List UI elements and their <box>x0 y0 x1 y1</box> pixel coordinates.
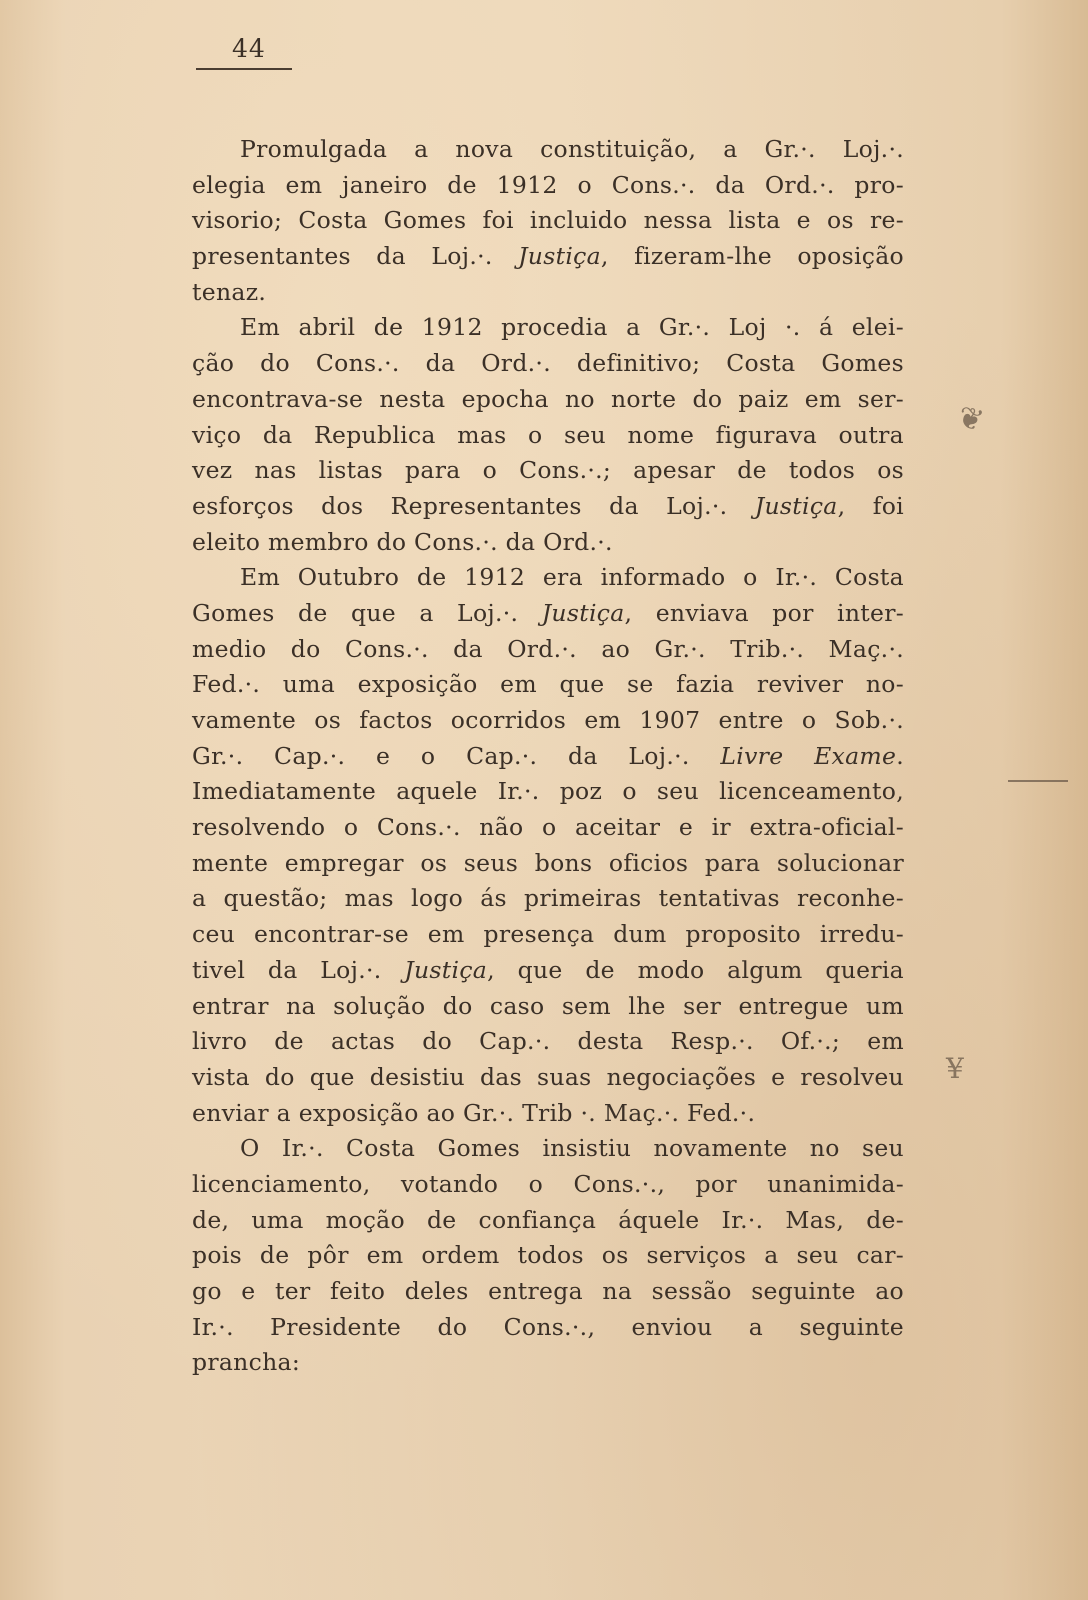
text-line-segment: prancha: <box>192 1348 301 1377</box>
text-line-segment: Gr.·. Cap.·. e o Cap.·. da Loj.·. <box>192 741 721 770</box>
text-line <box>192 1274 904 1310</box>
text-line <box>192 774 904 810</box>
text-line-segment: Em abril de 1912 procedia a Gr.·. Loj ·. á elei- <box>240 313 904 342</box>
text-line <box>192 525 904 561</box>
text-line <box>192 275 904 311</box>
text-line-segment: entrar na solução do caso sem lhe ser entregue um <box>192 991 904 1020</box>
text-line <box>192 810 904 846</box>
text-line <box>192 560 904 596</box>
text-line-segment: elegia em janeiro de 1912 o Cons.·. da Ord.·. pro- <box>192 170 904 199</box>
text-line-segment: presentantes da Loj.·. <box>192 242 519 271</box>
text-line-segment: a questão; mas logo ás primeiras tentativas reconhe- <box>192 884 904 913</box>
text-line <box>192 203 904 239</box>
text-line-segment: Promulgada a nova constituição, a Gr.·. Loj.·. <box>240 135 904 163</box>
text-line-segment: livro de actas do Cap.·. desta Resp.·. Of.·.; em <box>192 1027 904 1056</box>
page-number: 44 <box>232 34 266 63</box>
text-line <box>192 1131 904 1167</box>
text-line-segment: go e ter feito deles entrega na sessão seguinte ao <box>192 1277 904 1305</box>
text-line-segment: de, uma moção de confiança áquele Ir.·. Mas, de- <box>192 1205 904 1234</box>
margin-mark-3: ¥ <box>946 1052 964 1085</box>
text-line <box>192 739 904 775</box>
text-line-segment: ceu encontrar-se em presença dum proposito irredu- <box>192 920 904 949</box>
text-line <box>192 132 904 168</box>
text-line <box>192 881 904 917</box>
text-line <box>192 703 904 739</box>
text-line-segment: viço da Republica mas o seu nome figurava outra <box>192 420 904 449</box>
text-line <box>192 917 904 953</box>
text-line-segment: , que de modo algum queria <box>487 955 904 984</box>
text-line-segment: vez nas listas para o Cons.·.; apesar de todos os <box>192 456 904 485</box>
text-line-segment: . <box>896 741 904 770</box>
text-line <box>192 453 904 489</box>
text-line <box>192 1024 904 1060</box>
text-line-segment: , foi <box>837 491 904 520</box>
text-line-segment: encontrava-se nesta epocha no norte do paiz em ser- <box>192 384 904 413</box>
text-line <box>192 346 904 382</box>
body-text <box>192 132 904 1381</box>
text-line-segment: vamente os factos ocorridos em 1907 entre o Sob.·. <box>192 706 904 734</box>
italic-lodge-name: Justiça <box>518 242 601 271</box>
italic-lodge-name: Livre Exame <box>720 741 897 770</box>
text-line-segment: tivel da Loj.·. <box>192 955 405 984</box>
text-line-segment: pois de pôr em ordem todos os serviços a seu car- <box>192 1241 904 1270</box>
text-line <box>192 667 904 703</box>
text-line-segment: enviar a exposição ao Gr.·. Trib ·. Maç.·. Fed.·. <box>192 1098 756 1127</box>
margin-mark-1: ❦ <box>953 399 988 440</box>
text-line-segment: Fed.·. uma exposição em que se fazia reviver no- <box>192 670 904 699</box>
text-line-segment: , fizeram-lhe oposição <box>600 242 904 271</box>
italic-lodge-name: Justiça <box>541 598 625 627</box>
text-line <box>192 382 904 418</box>
text-line-segment: esforços dos Representantes da Loj.·. <box>192 491 755 520</box>
text-line <box>192 489 904 525</box>
text-line <box>192 846 904 882</box>
italic-lodge-name: Justiça <box>754 491 838 520</box>
text-line-segment: vista do que desistiu das suas negociações e resolveu <box>192 1062 904 1091</box>
text-line <box>192 953 904 989</box>
text-line <box>192 596 904 632</box>
text-line-segment: mente empregar os seus bons oficios para solucionar <box>192 848 904 877</box>
text-line-segment: resolvendo o Cons.·. não o aceitar e ir extra-oficial- <box>192 813 904 842</box>
text-line <box>192 310 904 346</box>
text-line-segment: licenciamento, votando o Cons.·., por unanimida- <box>192 1169 904 1198</box>
text-line-segment: Em Outubro de 1912 era informado o Ir.·. Costa <box>240 563 904 592</box>
text-line-segment: O Ir.·. Costa Gomes insistiu novamente no seu <box>240 1134 904 1163</box>
text-line <box>192 418 904 454</box>
italic-lodge-name: Justiça <box>404 955 488 984</box>
text-line-segment: Imediatamente aquele Ir.·. poz o seu licenceamento, <box>192 777 904 806</box>
text-line-segment: eleito membro do Cons.·. da Ord.·. <box>192 527 613 556</box>
text-line-segment: ção do Cons.·. da Ord.·. definitivo; Costa Gomes <box>192 349 904 378</box>
text-line <box>192 168 904 204</box>
text-line <box>192 1096 904 1132</box>
text-line <box>192 1060 904 1096</box>
text-line <box>192 1167 904 1203</box>
text-line <box>192 1203 904 1239</box>
text-line <box>192 1345 904 1381</box>
text-line <box>192 239 904 275</box>
text-line <box>192 632 904 668</box>
text-line-segment: , enviava por inter- <box>624 598 904 627</box>
margin-mark-2 <box>1008 780 1068 782</box>
text-line <box>192 1310 904 1346</box>
text-line-segment: medio do Cons.·. da Ord.·. ao Gr.·. Trib.·. Maç.·. <box>192 634 904 663</box>
text-line <box>192 989 904 1025</box>
text-line-segment: visorio; Costa Gomes foi incluido nessa lista e os re- <box>192 206 904 235</box>
text-line <box>192 1238 904 1274</box>
page-number-rule <box>196 68 292 70</box>
text-line-segment: Gomes de que a Loj.·. <box>192 598 542 627</box>
text-line-segment: tenaz. <box>192 277 267 306</box>
text-line-segment: Ir.·. Presidente do Cons.·., enviou a seguinte <box>192 1312 904 1341</box>
